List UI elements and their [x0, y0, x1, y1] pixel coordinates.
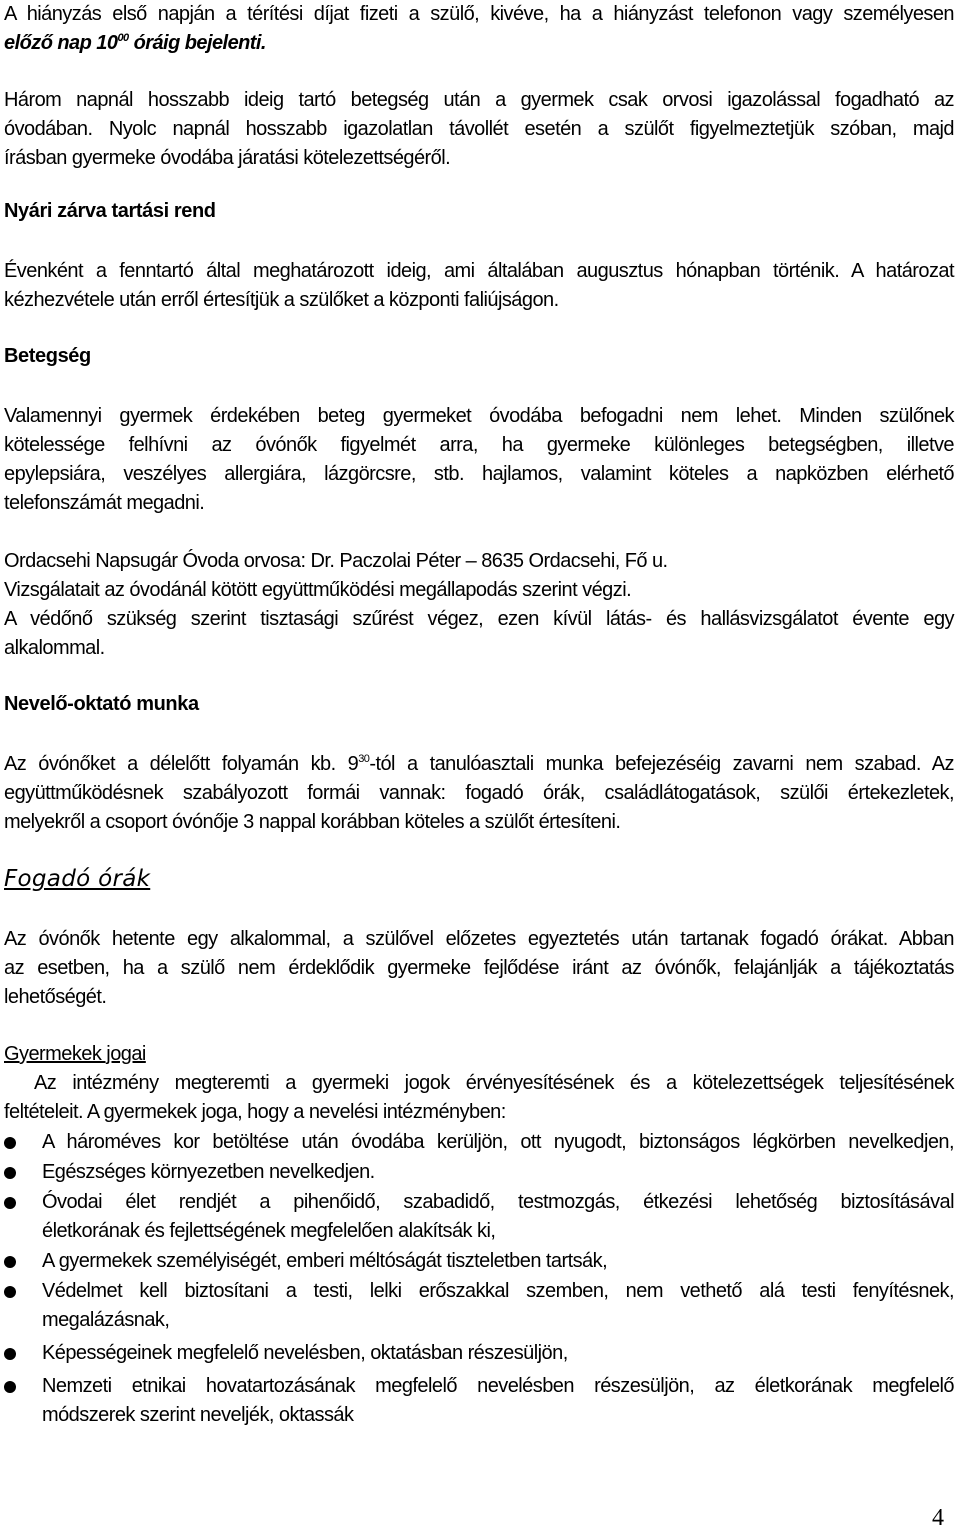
list-item: Nemzeti etnikai hovatartozásának megfelelő nevelésben részesüljön, az életkorának megfelelő: [42, 1375, 954, 1397]
bullet-icon: [4, 1197, 16, 1209]
p2-line1: Három napnál hosszabb ideig tartó betegség után a gyermek csak orvosi igazolással fogadható az: [4, 89, 954, 111]
list-item: Óvodai élet rendjét a pihenőidő, szabadidő, testmozgás, étkezési lehetőség biztosításával: [42, 1191, 954, 1213]
list-item: Egészséges környezetben nevelkedjen.: [42, 1161, 375, 1183]
nevelo-line1-text: Az óvónőket a délelőtt folyamán kb. 9: [4, 753, 359, 775]
nevelo-line3: melyekről a csoport óvónője 3 nappal korábban köteles a szülőt értesíteni.: [4, 811, 621, 833]
bullet-icon: [4, 1137, 16, 1149]
jogok-intro2: feltételeit. A gyermekek joga, hogy a nevelési intézményben:: [4, 1101, 506, 1123]
bullet-icon: [4, 1381, 16, 1393]
orvos-line3: A védőnő szükség szerint tisztasági szűrést végez, ezen kívül látás- és hallásvizsgálatot évente egy: [4, 608, 954, 630]
p2-line3: írásban gyermeke óvodába járatási kötelezettségéről.: [4, 147, 451, 169]
heading-nyari: Nyári zárva tartási rend: [4, 200, 216, 222]
p1-line2: [4, 29, 954, 58]
betegseg-line3: epylepsiára, veszélyes allergiára, lázgörcsre, stb. hajlamos, valamint köteles a napközben elérhető: [4, 463, 954, 485]
p2-line2: óvodában. Nyolc napnál hosszabb igazolatlan távollét esetén a szülőt figyelmeztetjük szóban, majd: [4, 118, 954, 140]
bullet-icon: [4, 1348, 16, 1360]
list-item-continuation: életkorának és fejlettségének megfelelően alakítsák ki,: [42, 1220, 496, 1242]
nevelo-line1-text-end: -tól a tanulóasztali munka befejezéséig zavarni nem szabad. Az: [369, 753, 954, 775]
heading-nevelo: Nevelő-oktató munka: [4, 693, 199, 715]
jogok-intro1: Az intézmény megteremti a gyermeki jogok érvényesítésének és a kötelezettségek teljesítésének: [34, 1072, 954, 1094]
orvos-line1: Ordacsehi Napsugár Óvoda orvosa: Dr. Paczolai Péter – 8635 Ordacsehi, Fő u.: [4, 550, 668, 572]
fogado-line3: lehetőségét.: [4, 986, 107, 1008]
nevelo-line2: együttműködésnek szabályozott formái vannak: fogadó órák, családlátogatások, szülői értekezletek,: [4, 782, 954, 804]
p1-line1: A hiányzás első napján a térítési díjat fizeti a szülő, kivéve, ha a hiányzást telefonon vagy személyesen: [4, 3, 954, 25]
bullet-icon: [4, 1256, 16, 1268]
orvos-line2: Vizsgálatait az óvodánál kötött együttműködési megállapodás szerint végzi.: [4, 579, 632, 601]
bullet-icon: [4, 1286, 16, 1298]
list-item-continuation: megalázásnak,: [42, 1309, 170, 1331]
heading-jogok: Gyermekek jogai: [4, 1043, 146, 1065]
bullet-icon: [4, 1167, 16, 1179]
orvos-line4: alkalommal.: [4, 637, 105, 659]
p1-line2-text-end: óráig bejelenti.: [128, 32, 266, 54]
betegseg-line4: telefonszámát megadni.: [4, 492, 205, 514]
betegseg-line2: kötelessége felhívni az óvónők figyelmét arra, ha gyermeke különleges betegségben, illetve: [4, 434, 954, 456]
heading-betegseg: Betegség: [4, 345, 91, 367]
page-number: 4: [932, 1505, 944, 1531]
p1-line2-text: előző nap 10: [4, 32, 118, 54]
list-item-continuation: módszerek szerint neveljék, oktassák: [42, 1404, 354, 1426]
p1-line2-sup: 00: [117, 32, 129, 44]
list-item: A hároméves kor betöltése után óvodába kerüljön, ott nyugodt, biztonságos légkörben nevelkedjen,: [42, 1131, 954, 1153]
list-item: A gyermekek személyiségét, emberi méltóságát tiszteletben tartsák,: [42, 1250, 608, 1272]
nyari-line1: Évenként a fenntartó által meghatározott ideig, ami általában augusztus hónapban történik. A határozat: [4, 260, 954, 282]
list-item: Védelmet kell biztosítani a testi, lelki erőszakkal szemben, nem vethető alá testi fenyítésnek,: [42, 1280, 954, 1302]
list-item: Képességeinek megfelelő nevelésben, oktatásban részesüljön,: [42, 1342, 568, 1364]
nevelo-line1: [4, 750, 954, 779]
nevelo-line1-sup: 30: [358, 753, 370, 765]
fogado-line1: Az óvónők hetente egy alkalommal, a szülővel előzetes egyeztetés után tartanak fogadó órákat. Abban: [4, 928, 954, 950]
betegseg-line1: Valamennyi gyermek érdekében beteg gyermeket óvodába befogadni nem lehet. Minden szülőnek: [4, 405, 954, 427]
heading-fogado: Fogadó órák: [4, 866, 151, 892]
fogado-line2: az esetben, ha a szülő nem érdeklődik gyermeke fejlődése iránt az óvónők, felajánlják a tájékoztatás: [4, 957, 954, 979]
nyari-line2: kézhezvétele után erről értesítjük a szülőket a központi faliújságon.: [4, 289, 559, 311]
